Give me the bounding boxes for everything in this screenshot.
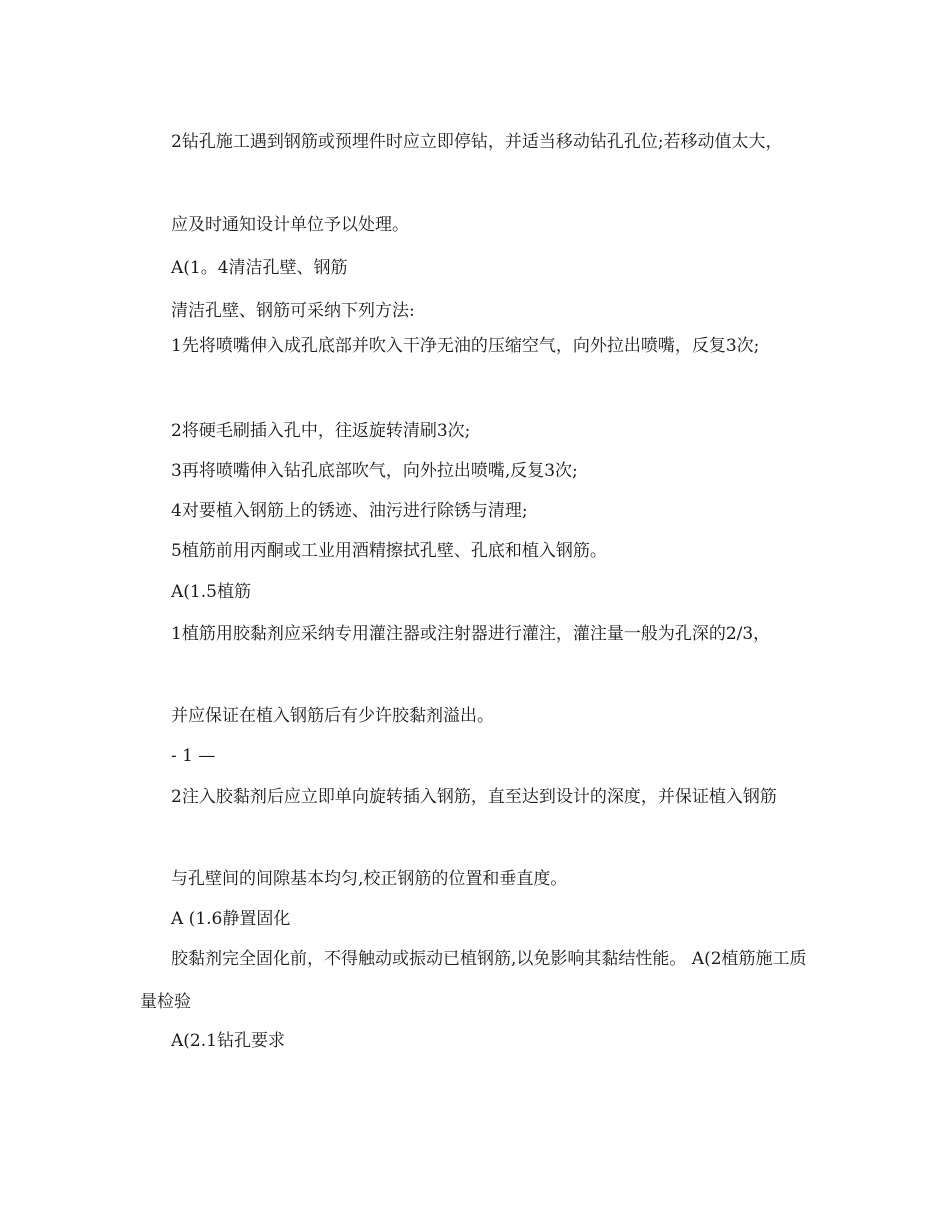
heading-2-1-drilling: A(2.1钻孔要求 xyxy=(171,1031,285,1051)
paragraph-curing-and-heading-2: 胶黏剂完全固化前，不得触动或振动已植钢筋,以免影响其黏结性能。 A(2植筋施工质量检验 xyxy=(140,949,807,1012)
paragraph-gap-alignment: 与孔壁间的间隙基本均匀,校正钢筋的位置和垂直度。 xyxy=(171,869,568,889)
list-item-step-3: 3再将喷嘴伸入钻孔底部吹气，向外拉出喷嘴,反复3次; xyxy=(171,461,578,481)
paragraph-insert-rebar: 2注入胶黏剂后应立即单向旋转插入钢筋，直至达到设计的深度，并保证植入钢筋 xyxy=(171,787,777,807)
list-item-step-5: 5植筋前用丙酮或工业用酒精擦拭孔壁、孔底和植入钢筋。 xyxy=(171,541,607,561)
list-item-step-4: 4对要植入钢筋上的锈迹、油污进行除锈与清理; xyxy=(171,501,528,521)
paragraph-adhesive-overflow: 并应保证在植入钢筋后有少许胶黏剂溢出。 xyxy=(171,706,494,726)
list-item-step-1: 1先将喷嘴伸入成孔底部并吹入干净无油的压缩空气，向外拉出喷嘴，反复3次; xyxy=(171,336,760,356)
paragraph-adhesive-injection: 1植筋用胶黏剂应采纳专用灌注器或注射器进行灌注，灌注量一般为孔深的2/3， xyxy=(171,624,771,644)
paragraph-drilling-rebar: 2钻孔施工遇到钢筋或预埋件时应立即停钻，并适当移动钻孔孔位;若移动值太大， xyxy=(171,132,783,152)
paragraph-clean-methods: 清洁孔壁、钢筋可采纳下列方法: xyxy=(171,301,415,321)
heading-1-4-clean: A(1。4清洁孔壁、钢筋 xyxy=(171,258,348,278)
heading-1-5-rebar: A(1.5植筋 xyxy=(171,582,251,602)
heading-1-6-curing: A (1.6静置固化 xyxy=(171,909,291,929)
page-number: - 1 — xyxy=(171,746,216,766)
paragraph-notify-designer: 应及时通知设计单位予以处理。 xyxy=(171,215,409,235)
list-item-step-2: 2将硬毛刷插入孔中，往返旋转清刷3次; xyxy=(171,421,471,441)
